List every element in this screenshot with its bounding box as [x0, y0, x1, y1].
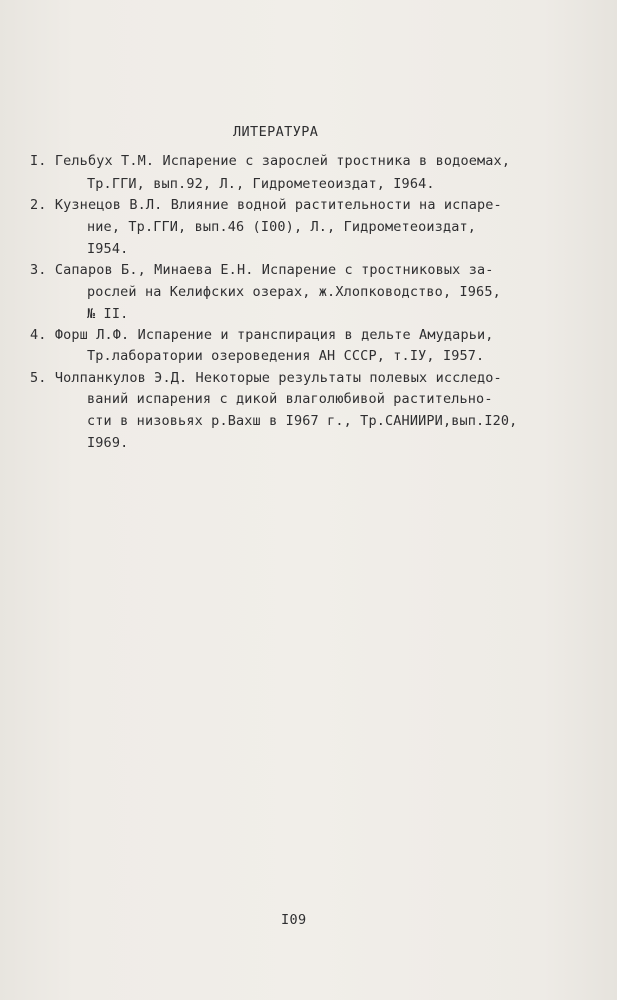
- reference-line: 5. Чолпанкулов Э.Д. Некоторые результаты полевых исследо-: [30, 370, 502, 386]
- reference-line: 3. Сапаров Б., Минаева Е.Н. Испарение с тростниковых за-: [30, 262, 494, 278]
- reference-line: I969.: [87, 435, 129, 451]
- page-number: I09: [281, 912, 307, 928]
- reference-line: ваний испарения с дикой влаголюбивой растительно-: [87, 391, 493, 407]
- reference-line: 4. Форш Л.Ф. Испарение и транспирация в дельте Амударьи,: [30, 327, 494, 343]
- page-heading: ЛИТЕРАТУРА: [233, 124, 319, 140]
- reference-line: Тр.ГГИ, вып.92, Л., Гидрометеоиздат, I964.: [87, 176, 435, 192]
- reference-line: 2. Кузнецов В.Л. Влияние водной растительности на испаре-: [30, 197, 502, 213]
- reference-line: Тр.лаборатории озероведения АН СССР, т.IУ, I957.: [87, 348, 485, 364]
- reference-line: № II.: [87, 306, 129, 322]
- reference-line: I. Гельбух Т.М. Испарение с зарослей тростника в водоемах,: [30, 153, 511, 169]
- reference-line: ние, Тр.ГГИ, вып.46 (I00), Л., Гидрометеоиздат,: [87, 219, 477, 235]
- reference-line: сти в низовьях р.Вахш в I967 г., Тр.САНИИРИ,вып.I20,: [87, 413, 518, 429]
- reference-line: рослей на Келифских озерах, ж.Хлопководство, I965,: [87, 284, 501, 300]
- reference-line: I954.: [87, 241, 129, 257]
